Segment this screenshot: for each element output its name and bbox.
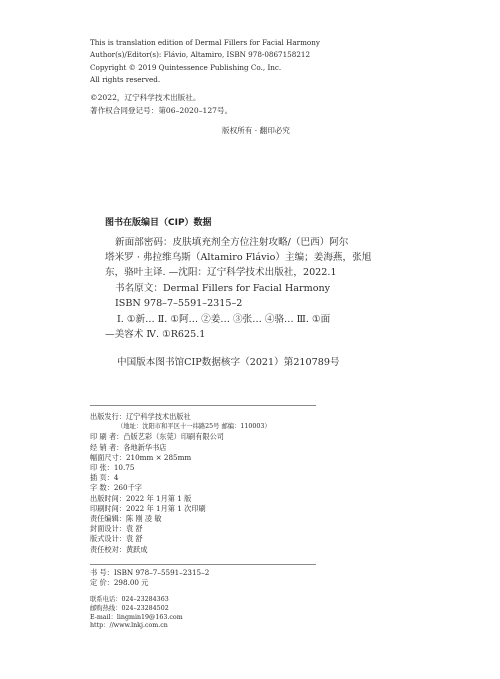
info-key: 版式设计： bbox=[90, 534, 126, 544]
price-row bbox=[90, 578, 209, 588]
website-line: http：//www.lnkj.com.cn bbox=[90, 622, 168, 630]
info-value: （地址：沈阳市和平区十一纬路25号 邮编：110003） bbox=[117, 423, 271, 431]
info-row bbox=[90, 453, 271, 463]
info-key: 定 价： bbox=[90, 578, 114, 588]
divider bbox=[90, 564, 316, 565]
notice-line: Author(s)/Editor(s): Flávio, Altamiro, ISBN 978-0867158212 bbox=[90, 50, 311, 60]
info-row bbox=[90, 504, 271, 514]
info-row bbox=[90, 483, 271, 493]
info-value: 4 bbox=[113, 473, 119, 483]
info-key: 印 刷 者： bbox=[90, 432, 124, 442]
phone-line: 联系电话：024–23284363 bbox=[90, 596, 169, 603]
info-value: 辽宁科学技术出版社 bbox=[125, 412, 191, 421]
cip-line: 书名原文：Dermal Fillers for Facial Harmony bbox=[115, 282, 331, 294]
info-row bbox=[90, 545, 271, 555]
notice-line: This is translation edition of Dermal Fillers for Facial Harmony bbox=[90, 38, 320, 47]
isbn-row bbox=[90, 568, 209, 578]
notice-line: Copyright © 2019 Quintessence Publishing Co., Inc. bbox=[90, 62, 282, 72]
info-value: 陈 刚 凌 敏 bbox=[125, 514, 162, 524]
info-row bbox=[90, 422, 271, 432]
info-key: 印 张： bbox=[90, 463, 114, 473]
info-row bbox=[90, 534, 271, 544]
isbn-value: ISBN 978–7–5591–2315–2 bbox=[113, 568, 210, 577]
cip-heading: 图书在版编目（CIP）数据 bbox=[105, 218, 212, 228]
cip-line: ISBN 978–7–5591–2315–2 bbox=[115, 297, 243, 309]
info-key: 责任编辑： bbox=[90, 514, 126, 524]
info-value: 2022 年 1月第 1 次印刷 bbox=[125, 503, 206, 513]
info-row bbox=[90, 463, 271, 473]
info-value: 260千字 bbox=[113, 483, 142, 493]
isbn-price-block bbox=[90, 568, 209, 588]
classification-line: Ⅰ. ①新… Ⅱ. ①阿… ②姜… ③张… ④骆… Ⅲ. ①面 bbox=[117, 314, 331, 325]
info-value: 210mm × 285mm bbox=[125, 452, 192, 462]
info-key: 出版发行： bbox=[90, 412, 126, 421]
info-row bbox=[90, 473, 271, 483]
cip-number: 中国版本图书馆CIP数据核字（2021）第210789号 bbox=[117, 357, 340, 368]
info-key: 幅面尺寸： bbox=[90, 452, 126, 462]
cip-line: 塔米罗 · 弗拉维乌斯（Altamiro Flávio）主编；姜海燕，张旭 bbox=[105, 252, 372, 264]
mail-order-line: 邮购热线：024–23284502 bbox=[90, 604, 169, 612]
contact-info bbox=[90, 596, 183, 631]
info-value: 2022 年 1月第 1 版 bbox=[125, 493, 192, 503]
contract-registration-line: 著作权合同登记号：第06–2020–127号。 bbox=[90, 105, 233, 115]
info-key: 封面设计： bbox=[90, 524, 126, 534]
info-key: 经 销 者： bbox=[90, 442, 124, 452]
original-edition-notice bbox=[90, 37, 320, 86]
cip-classification bbox=[105, 312, 331, 342]
info-value: 袁 舒 bbox=[125, 534, 143, 544]
copyright-line: ©2022，辽宁科学技术出版社。 bbox=[90, 93, 201, 102]
all-rights-reserved: 版权所有 · 翻印必究 bbox=[222, 126, 290, 135]
cip-line: 东，骆叶主译. —沈阳：辽宁科学技术出版社，2022.1 bbox=[105, 267, 337, 279]
info-key: 印刷时间： bbox=[90, 503, 126, 513]
info-row bbox=[90, 494, 271, 504]
info-row bbox=[90, 432, 271, 442]
chinese-copyright-notice bbox=[90, 92, 232, 117]
info-row bbox=[90, 514, 271, 524]
price-value: 298.00 元 bbox=[113, 578, 149, 588]
info-key: 书 号： bbox=[90, 568, 114, 577]
info-value: 黄跃成 bbox=[125, 544, 148, 554]
info-value: 袁 舒 bbox=[125, 524, 143, 534]
info-key: 出版时间： bbox=[90, 493, 126, 503]
cip-record bbox=[105, 235, 371, 311]
notice-line: All rights reserved. bbox=[90, 74, 161, 84]
divider bbox=[90, 405, 316, 406]
info-value: 凸版艺彩（东莞）印刷有限公司 bbox=[123, 432, 224, 442]
email-line: E-mail：lingmin19@163.com bbox=[90, 613, 183, 621]
publication-info bbox=[90, 412, 271, 555]
info-value: 10.75 bbox=[113, 463, 135, 473]
info-row bbox=[90, 412, 271, 422]
info-key: 字 数： bbox=[90, 483, 114, 493]
classification-line: —美容术 Ⅳ. ①R625.1 bbox=[105, 329, 206, 341]
info-key: 责任校对： bbox=[90, 544, 126, 554]
info-value: 各地新华书店 bbox=[123, 442, 167, 452]
info-key: 插 页： bbox=[90, 473, 114, 483]
info-row bbox=[90, 524, 271, 534]
cip-line: 新面部密码：皮肤填充剂全方位注射攻略/（巴西）阿尔 bbox=[115, 237, 349, 248]
info-row bbox=[90, 443, 271, 453]
